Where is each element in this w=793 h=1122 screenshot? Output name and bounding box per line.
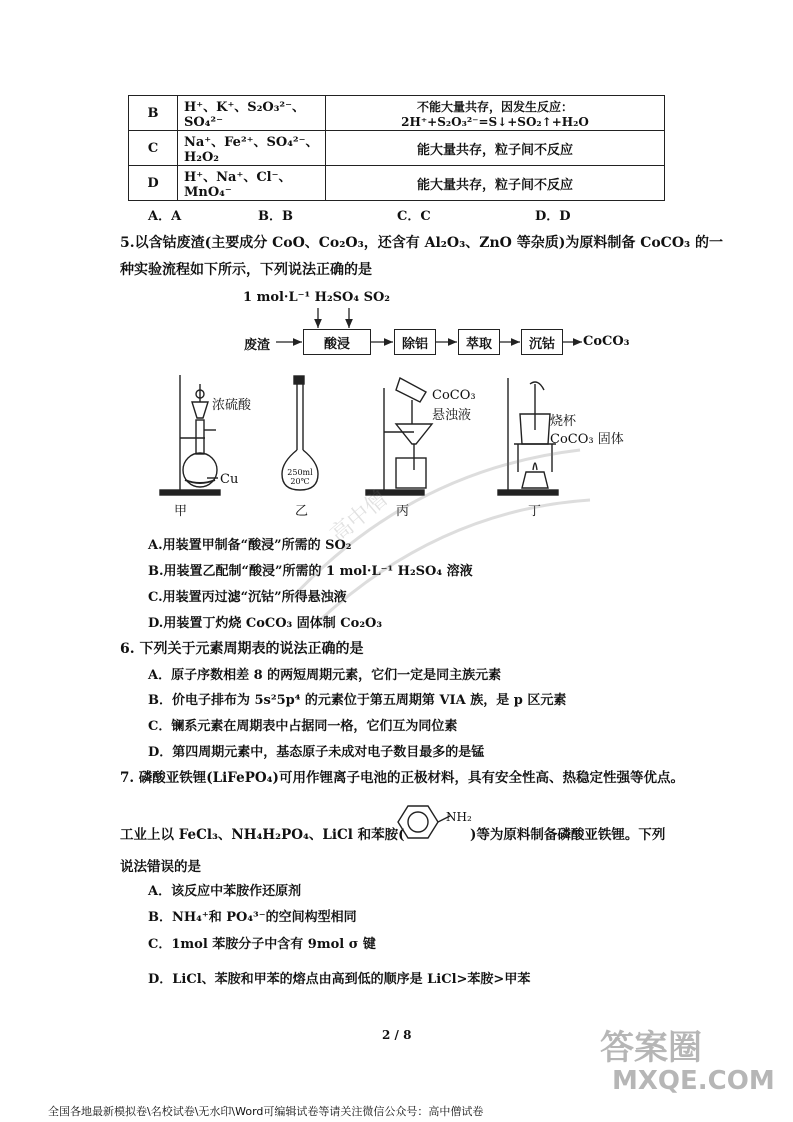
q7-stem-line3: 说法错误的是 [120, 859, 201, 875]
answer-option-a: A．A [148, 209, 182, 224]
answer-option-b: B．B [258, 209, 293, 224]
q7-option-c: C．1mol 苯胺分子中含有 9mol σ 键 [148, 937, 376, 952]
q7-stem-line1: 7. 磷酸亚铁锂(LiFePO₄)可用作锂离子电池的正极材料，具有安全性高、热稳定性强等优点。 [120, 770, 684, 786]
table-cell-judgement: 能大量共存，粒子间不反应 [326, 166, 665, 201]
jia-label-conc-acid: 浓硫酸 [212, 398, 252, 413]
table-cell-option: D [129, 166, 178, 201]
q6-option-c: C．镧系元素在周期表中占据同一格，它们互为同位素 [148, 719, 458, 734]
flow-step-acid-leach: 酸浸 [303, 329, 371, 355]
q6-option-a: A．原子序数相差 8 的两短周期元素，它们一定是同主族元素 [148, 668, 502, 683]
page-footer: 全国各地最新模拟卷\名校试卷\无水印\Word可编辑试卷等请关注微信公众号：高中僧试卷 [48, 1105, 484, 1118]
table-cell-option: B [129, 96, 178, 131]
page-number: 2 / 8 [382, 1028, 412, 1042]
ding-label-1: 烧杯 [550, 414, 577, 429]
aniline-structure-icon [380, 800, 476, 850]
flow-step-precipitate: 沉钴 [521, 329, 563, 355]
q7-stem-line2b: )等为原料制备磷酸亚铁锂。下列 [470, 827, 666, 843]
apparatus-name-yi: 乙 [295, 504, 309, 519]
table-cell-judgement: 不能大量共存，因发生反应：2H⁺+S₂O₃²⁻=S↓+SO₂↑+H₂O [326, 96, 665, 131]
aniline-nh2-label: NH₂ [446, 810, 472, 824]
jia-label-cu: Cu [220, 472, 239, 487]
apparatus-name-ding: 丁 [528, 504, 542, 519]
apparatus-jia [160, 375, 220, 495]
apparatus-name-bing: 丙 [396, 504, 410, 519]
yi-flask-text: 250ml 20℃ [287, 468, 313, 486]
q5-option-c: C.用装置丙过滤“沉钴”所得悬浊液 [148, 590, 347, 605]
q6-option-b: B．价电子排布为 5s²5p⁴ 的元素位于第五周期第 VIA 族，是 p 区元素 [148, 693, 567, 708]
table-cell-ions: H⁺、Na⁺、Cl⁻、MnO₄⁻ [178, 166, 326, 201]
q5-option-d: D.用装置丁灼烧 CoCO₃ 固体制 Co₂O₃ [148, 616, 383, 631]
apparatus-name-jia: 甲 [174, 504, 188, 519]
q7-option-d: D．LiCl、苯胺和甲苯的熔点由高到低的顺序是 LiCl>苯胺>甲苯 [148, 972, 531, 987]
answer-option-c: C．C [397, 209, 431, 224]
ding-label-2: CoCO₃ 固体 [550, 432, 624, 447]
table-cell-ions: H⁺、K⁺、S₂O₃²⁻、SO₄²⁻ [178, 96, 326, 131]
watermark-site: MXQE.COM [612, 1066, 775, 1096]
flow-reagents: 1 mol·L⁻¹ H₂SO₄ SO₂ [243, 290, 390, 305]
q7-option-a: A．该反应中苯胺作还原剂 [148, 884, 302, 899]
q5-stem-line1: 5.以含钴废渣(主要成分 CoO、Co₂O₃，还含有 Al₂O₃、ZnO 等杂质)为原料制备 CoCO₃ 的一 [120, 235, 724, 251]
q6-option-d: D．第四周期元素中，基态原子未成对电子数目最多的是锰 [148, 745, 485, 760]
table-cell-judgement: 能大量共存，粒子间不反应 [326, 131, 665, 166]
q7-stem-line2a: 工业上以 FeCl₃、NH₄H₂PO₄、LiCl 和苯胺( [120, 827, 405, 843]
q5-option-a: A.用装置甲制备“酸浸”所需的 SO₂ [148, 538, 352, 553]
flow-start: 废渣 [244, 338, 271, 353]
q6-stem: 6. 下列关于元素周期表的说法正确的是 [120, 641, 364, 657]
flow-step-extract: 萃取 [458, 329, 500, 355]
flow-step-remove-al: 除铝 [394, 329, 436, 355]
bing-label-1: CoCO₃ [432, 388, 476, 403]
watermark-logo: 答案圈 [600, 1028, 702, 1068]
bing-label-2: 悬浊液 [432, 408, 472, 423]
q7-option-b: B．NH₄⁺和 PO₄³⁻的空间构型相同 [148, 910, 357, 925]
flow-end: CoCO₃ [583, 334, 630, 349]
table-cell-option: C [129, 131, 178, 166]
q5-stem-line2: 种实验流程如下所示，下列说法正确的是 [120, 262, 372, 278]
answer-option-d: D．D [535, 209, 571, 224]
watermark-text: 高中僧 [325, 486, 393, 548]
table-cell-ions: Na⁺、Fe²⁺、SO₄²⁻、H₂O₂ [178, 131, 326, 166]
watermark-stamp [260, 390, 620, 640]
q5-option-b: B.用装置乙配制“酸浸”所需的 1 mol·L⁻¹ H₂SO₄ 溶液 [148, 564, 473, 579]
